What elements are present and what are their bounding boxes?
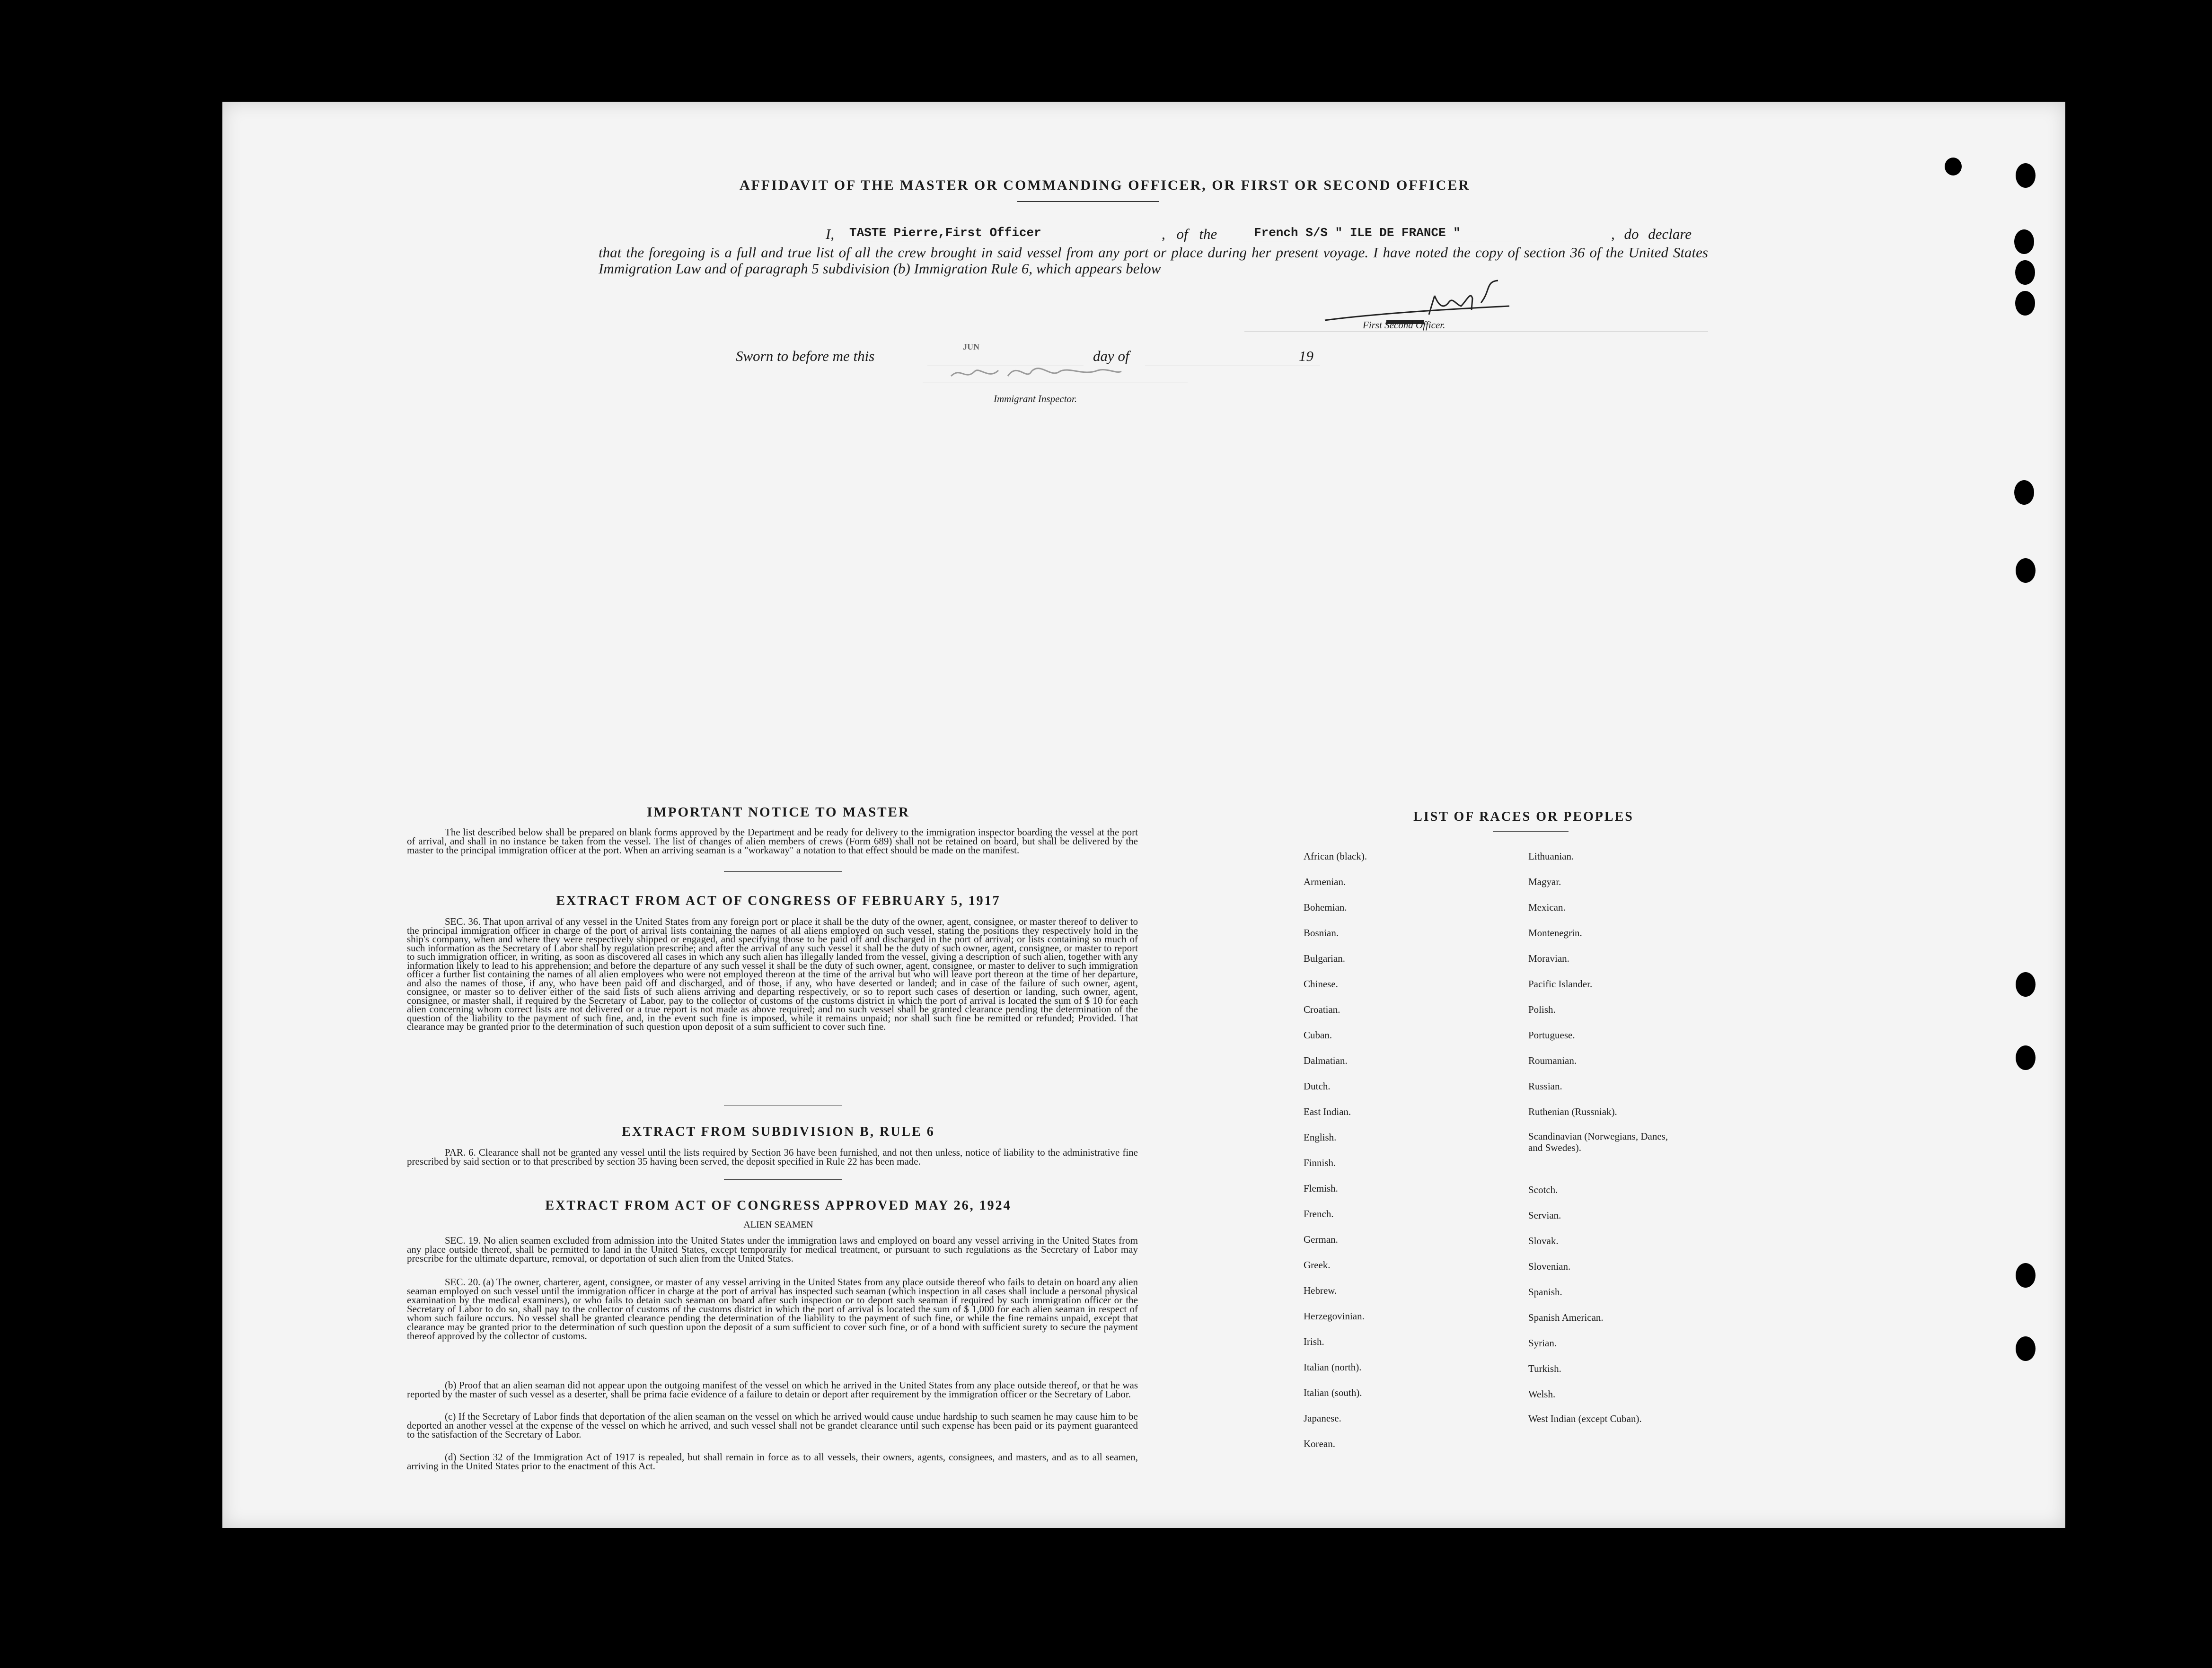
race-item: West Indian (except Cuban).: [1528, 1413, 1642, 1424]
race-item: Irish.: [1304, 1336, 1324, 1347]
declaration-prefix: I,: [826, 226, 835, 242]
race-item: Cuban.: [1304, 1029, 1332, 1041]
inspector-signature: [946, 357, 1126, 386]
declaration-body: that the foregoing is a full and true list of all the crew brought in said vessel from any port or place during her present voyage. I have noted the copy of section 36 of the United States Immigration Law and of paragraph 5 subdivision (b) Immigration Rule 6, which appears below: [599, 244, 1708, 277]
race-item: Japanese.: [1304, 1413, 1341, 1424]
declarant-name: TASTE Pierre,First Officer: [849, 226, 1041, 240]
vessel-name: French S/S " ILE DE FRANCE ": [1254, 226, 1461, 240]
sworn-label: Sworn to before me this: [736, 348, 875, 364]
punch-hole: [2015, 260, 2035, 285]
race-item: Pacific Islander.: [1528, 978, 1593, 990]
race-item: East Indian.: [1304, 1106, 1351, 1117]
extract-1924-sec20a: SEC. 20. (a) The owner, charterer, agent, consignee, or master of any vessel arriving in the United States from any place outside thereof who fails to detain on board any alien seaman employed on such vessel until the immigration officer in charge at the port of arrival has inspected such seaman (which inspection in all cases shall include a personal physical examination by the medical examiners), or who fails to detain such seaman on board after such inspection or to deport such seaman if required by such immigration officer or the Secretary of Labor to do so, shall pay to the collector of customs of the customs district in which the port of arrival is located the sum of $ 1,000 for each alien seaman in respect of whom such failure occurs. No vessel shall be granted clearance pending the determination of the liability to the payment of such fine, or while the fine remains unpaid, except that clearance may be granted prior to the determination of such question upon the deposit of a sum sufficient to cover such fine, or of a bond with sufficient surety to secure the payment thereof approved by the collector of customs.: [407, 1276, 1138, 1342]
race-item: Syrian.: [1528, 1337, 1557, 1349]
race-item: Greek.: [1304, 1259, 1331, 1271]
punch-hole: [2016, 1336, 2036, 1361]
extract-1924-title: EXTRACT FROM ACT OF CONGRESS APPROVED MAY 26, 1924: [545, 1198, 1012, 1213]
race-item: Montenegrin.: [1528, 927, 1582, 939]
race-item: Spanish.: [1528, 1286, 1562, 1298]
race-item: Bosnian.: [1304, 927, 1339, 939]
race-item: Mexican.: [1528, 902, 1566, 913]
punch-hole: [2016, 1045, 2036, 1070]
race-item: Korean.: [1304, 1438, 1336, 1449]
race-item: Herzegovinian.: [1304, 1310, 1365, 1322]
notice-text: The list described below shall be prepared on blank forms approved by the Department and be ready for delivery to the immigration inspector boarding the vessel at the port of arrival, and shall in no instance be taken from the vessel. The list of changes of alien members of crews (Form 689) shall not be retained on board, but shall be delivered by the master to the principal immigration officer at the port. When an arriving seaman is a "workaway" a notation to that effect should be made on the manifest.: [407, 826, 1138, 856]
punch-hole: [1945, 158, 1962, 176]
extract-rule6-title: EXTRACT FROM SUBDIVISION B, RULE 6: [622, 1124, 935, 1139]
race-item: French.: [1304, 1208, 1334, 1220]
race-item: Finnish.: [1304, 1157, 1336, 1168]
race-item: Italian (south).: [1304, 1387, 1362, 1398]
declaration-suffix: , do declare: [1611, 226, 1692, 242]
punch-hole: [2016, 972, 2036, 997]
race-item: Spanish American.: [1528, 1312, 1604, 1323]
document-page: [222, 102, 2065, 1528]
extract-1917-text: SEC. 36. That upon arrival of any vessel in the United States from any foreign port or place it shall be the duty of the owner, agent, consignee, or master thereof to deliver to the principal immigration officer in charge of the port of arrival lists containing the names of all aliens employed on such vessel, stating the positions they respectively hold in the ship's company, when and where they were respectively shipped or engaged, and specifying those to be paid off and discharged in the port of arrival; or lists containing so much of such information as the Secretary of Labor shall by regulation prescribe; and after the arrival of any such vessel it shall be the duty of such owner, agent, consignee, or master to report to such immigration officer, in writing, as soon as discovered all cases in which any such alien has illegally landed from the vessel, giving a description of such alien, together with any information likely to lead to his apprehension; and before the departure of any such vessel it shall be the duty of such owner, agent, consignee, or master to deliver to such immigration officer a further list containing the names of all alien employees who were not employed thereon at the time of the arrival but who will leave port thereon at the time of her departure, and also the names of those, if any, who have been paid off and discharged, and of those, if any, who have deserted or landed; and in case of the failure of such owner, agent, consignee, or master so to deliver either of the said lists of such aliens arriving and departing respectively, or so to report such cases of desertion or landing, such owner, agent, consignee, or master shall, if required by the Secretary of Labor, pay to the collector of customs of the customs district in which the port of arrival is located the sum of $ 10 for each alien concerning whom correct lists are not delivered or a true report is not made as above required; and no such vessel shall be granted clearance pending the determination of the question of the liability to the payment of such fine, and, in the event such fine is imposed, while it remains unpaid; nor shall such fine be remitted or refunded; Provided. That clearance may be granted prior to the determination of such question upon deposit of a sum sufficient to cover such fine.: [407, 916, 1138, 1032]
race-item: Slovak.: [1528, 1235, 1559, 1247]
extract-1917-title: EXTRACT FROM ACT OF CONGRESS OF FEBRUARY 5, 1917: [556, 894, 1001, 908]
race-item: Magyar.: [1528, 876, 1561, 887]
race-item: Russian.: [1528, 1080, 1562, 1092]
race-item: Chinese.: [1304, 978, 1338, 990]
race-item: Ruthenian (Russniak).: [1528, 1106, 1617, 1117]
extract-1924-sec20b: (b) Proof that an alien seaman did not appear upon the outgoing manifest of the vessel on which he arrived in the United States from any place outside thereof, or that he was reported by the master of such vessel as a deserter, shall be prima facie evidence of a failure to detain or deport after requirement by the immigration officer or the Secretary of Labor.: [407, 1379, 1138, 1400]
race-item: African (black).: [1304, 851, 1367, 862]
punch-hole: [2016, 163, 2036, 188]
race-item: Portuguese.: [1528, 1029, 1575, 1041]
punch-hole: [2015, 291, 2035, 316]
races-title: LIST OF RACES OR PEOPLES: [1413, 809, 1634, 824]
date-stamp: JUN: [963, 342, 979, 351]
punch-hole: [2016, 1263, 2036, 1288]
race-item: Turkish.: [1528, 1363, 1561, 1374]
race-item: Scotch.: [1528, 1184, 1558, 1195]
race-item: Italian (north).: [1304, 1361, 1362, 1373]
race-item: Servian.: [1528, 1210, 1561, 1221]
extract-1924-sec20c: (c) If the Secretary of Labor finds that deportation of the alien seaman on the vessel on which he arrived would cause undue hardship to such seamen he may cause him to be deported an another vessel at the expense of the vessel on which he arrived, and such vessel shall not be grandet clearance until such expense has been paid or its payment guaranteed to the satisfaction of the Secretary of Labor.: [407, 1411, 1138, 1440]
race-item: Dalmatian.: [1304, 1055, 1348, 1066]
extract-1924-sec20d: (d) Section 32 of the Immigration Act of 1917 is repealed, but shall remain in force as to all vessels, their owners, agents, consignees, and masters, and as to all seamen, arriving in the United States prior to the enactment of this Act.: [407, 1451, 1138, 1472]
race-item: Dutch.: [1304, 1080, 1331, 1092]
punch-hole: [2014, 480, 2034, 505]
inspector-caption: Immigrant Inspector.: [994, 393, 1077, 404]
extract-rule6-rule: [724, 1179, 842, 1180]
signature-caption: First Second Officer.: [1363, 319, 1445, 331]
race-item: Lithuanian.: [1528, 851, 1574, 862]
races-rule: [1493, 831, 1569, 832]
race-item: Roumanian.: [1528, 1055, 1577, 1066]
race-item: Polish.: [1528, 1004, 1556, 1015]
race-item: Hebrew.: [1304, 1285, 1337, 1296]
affidavit-title: AFFIDAVIT OF THE MASTER OR COMMANDING OFFICER, OR FIRST OR SECOND OFFICER: [739, 177, 1471, 193]
race-item: Croatian.: [1304, 1004, 1340, 1015]
alien-seamen-subtitle: ALIEN SEAMEN: [743, 1220, 813, 1230]
race-item: Bulgarian.: [1304, 953, 1346, 964]
year-label: 19: [1299, 348, 1313, 364]
notice-rule: [724, 871, 842, 872]
extract-1924-sec19: SEC. 19. No alien seamen excluded from admission into the United States under the immigration laws and employed on board any vessel arriving in the United States from any place outside thereof, shall be permitted to land in the United States, except temporarily for medical treatment, or pursuant to such regulations as the Secretary of Labor may prescribe for the ultimate departure, removal, or deportation of such alien from the United States.: [407, 1235, 1138, 1264]
race-item: Moravian.: [1528, 953, 1569, 964]
declaration-of: , of the: [1162, 226, 1217, 242]
extract-rule6-text: PAR. 6. Clearance shall not be granted any vessel until the lists required by Section 36 have been furnished, and not then unless, notice of liability to the administrative fine prescribed by said section or to that prescribed by section 35 having been served, the deposit specified in Rule 22 has been made.: [407, 1147, 1138, 1167]
punch-hole: [2016, 558, 2036, 583]
race-item: Flemish.: [1304, 1183, 1338, 1194]
race-item: English.: [1304, 1132, 1337, 1143]
notice-title: IMPORTANT NOTICE TO MASTER: [647, 805, 910, 820]
punch-hole: [2014, 229, 2034, 254]
race-item: Welsh.: [1528, 1388, 1556, 1400]
race-item: Bohemian.: [1304, 902, 1347, 913]
race-item: Slovenian.: [1528, 1261, 1571, 1272]
race-item: Armenian.: [1304, 876, 1346, 887]
race-item: Scandinavian (Norwegians, Danes, and Swedes).: [1528, 1131, 1668, 1153]
day-of-label: day of: [1093, 348, 1129, 364]
title-rule: [1017, 201, 1159, 202]
race-item: German.: [1304, 1234, 1338, 1245]
